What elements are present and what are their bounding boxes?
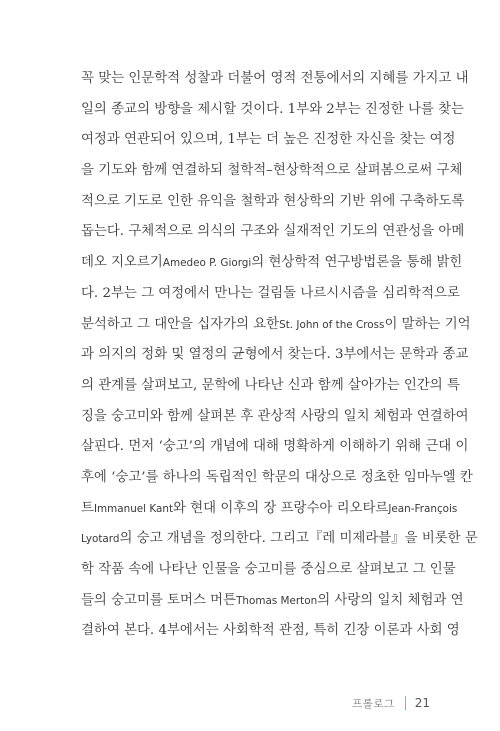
latin-annotation: Lyotard: [81, 533, 120, 546]
text-line: [81, 432, 469, 463]
text-segment: 학 작품 속에 나타난 인물을 숭고미를 중심으로 살펴보고 그 인물: [81, 562, 456, 577]
latin-annotation: Jean-François: [388, 502, 458, 515]
text-segment: 살핀다. 먼저 ‘숭고’의 개념에 대해 명확하게 이해하기 위해 근대 이: [81, 439, 469, 455]
text-line: [81, 95, 464, 126]
latin-annotation: Thomas Merton: [236, 594, 318, 607]
latin-annotation: St. John of the Cross: [279, 318, 385, 331]
text-segment: 여정과 연관되어 있으며, 1부는 더 높은 진정한 자신을 찾는 여정: [81, 132, 456, 148]
text-line: [81, 279, 460, 310]
text-segment: 분석하고 그 대안을 십자가의 요한: [81, 316, 280, 332]
text-line: [81, 248, 463, 279]
text-segment: 과 의지의 정화 및 열정의 균형에서 찾는다. 3부에서는 문학과 종교: [81, 347, 469, 363]
text-segment: 징을 숭고미와 함께 살펴본 후 관상적 사랑의 일치 체험과 연결하여: [81, 408, 469, 424]
text-line: [81, 555, 456, 586]
footer-divider: [405, 696, 406, 710]
text-segment: 적으로 기도로 인한 유익을 철학과 현상학의 기반 위에 구축하도록: [81, 193, 465, 209]
text-segment: 다. 2부는 그 여정에서 만나는 걸림돌 나르시시즘을 심리학적으로: [81, 285, 460, 301]
text-segment: 결하여 본다. 4부에서는 사회학적 관점, 특히 긴장 이론과 사회 영: [81, 623, 460, 639]
text-line: [81, 64, 469, 95]
text-segment: 와 현대 이후의 장 프랑수아 리오타르: [173, 500, 389, 516]
text-segment: 데오 지오르기: [81, 255, 163, 271]
text-segment: 돕는다. 구체적으로 의식의 구조와 실재적인 기도의 연관성을 아메: [81, 224, 465, 240]
chapter-label: 프롤로그: [352, 697, 395, 710]
text-line: [81, 371, 460, 402]
text-segment: 꼭 맞는 인문학적 성찰과 더불어 영적 전통에서의 지혜를 가지고 내: [81, 71, 469, 86]
text-segment: 의 관계를 살펴보고, 문학에 나타난 신과 함께 살아가는 인간의 특: [81, 377, 460, 393]
text-segment: 들의 숭고미를 토머스 머튼: [81, 592, 237, 608]
latin-annotation: Amedeo P. Giorgi: [162, 257, 252, 270]
text-line: [81, 340, 469, 371]
text-line: [81, 187, 465, 218]
text-line: [81, 156, 463, 187]
text-line: [81, 494, 458, 525]
text-segment: 트: [81, 500, 94, 516]
text-line: [81, 310, 471, 341]
text-line: [81, 463, 473, 494]
text-line: [81, 616, 460, 647]
text-segment: 의 숭고 개념을 정의한다. 그리고『레 미제라블』을 비롯한 문: [119, 531, 478, 547]
page-footer: [340, 694, 430, 712]
text-line: [81, 125, 456, 156]
text-segment: 일의 종교의 방향을 제시할 것이다. 1부와 2부는 진정한 나를 찾는: [81, 101, 464, 117]
text-segment: 후에 ‘숭고’를 하나의 독립적인 학문의 대상으로 정초한 임마누엘 칸: [81, 469, 473, 485]
text-line: [81, 217, 465, 248]
text-line: [81, 524, 478, 555]
page-number: 21: [414, 696, 430, 710]
latin-annotation: Immanuel Kant: [93, 502, 174, 515]
text-segment: 이 말하는 기억: [384, 316, 471, 332]
text-segment: 을 기도와 함께 연결하되 철학적–현상학적으로 살펴봄으로써 구체: [81, 163, 463, 179]
text-segment: 의 현상학적 연구방법론을 통해 밝힌: [251, 255, 463, 271]
text-segment: 의 사랑의 일치 체험과 연: [317, 592, 464, 608]
text-line: [81, 402, 469, 433]
text-line: [81, 586, 464, 617]
body-text: [81, 64, 478, 647]
